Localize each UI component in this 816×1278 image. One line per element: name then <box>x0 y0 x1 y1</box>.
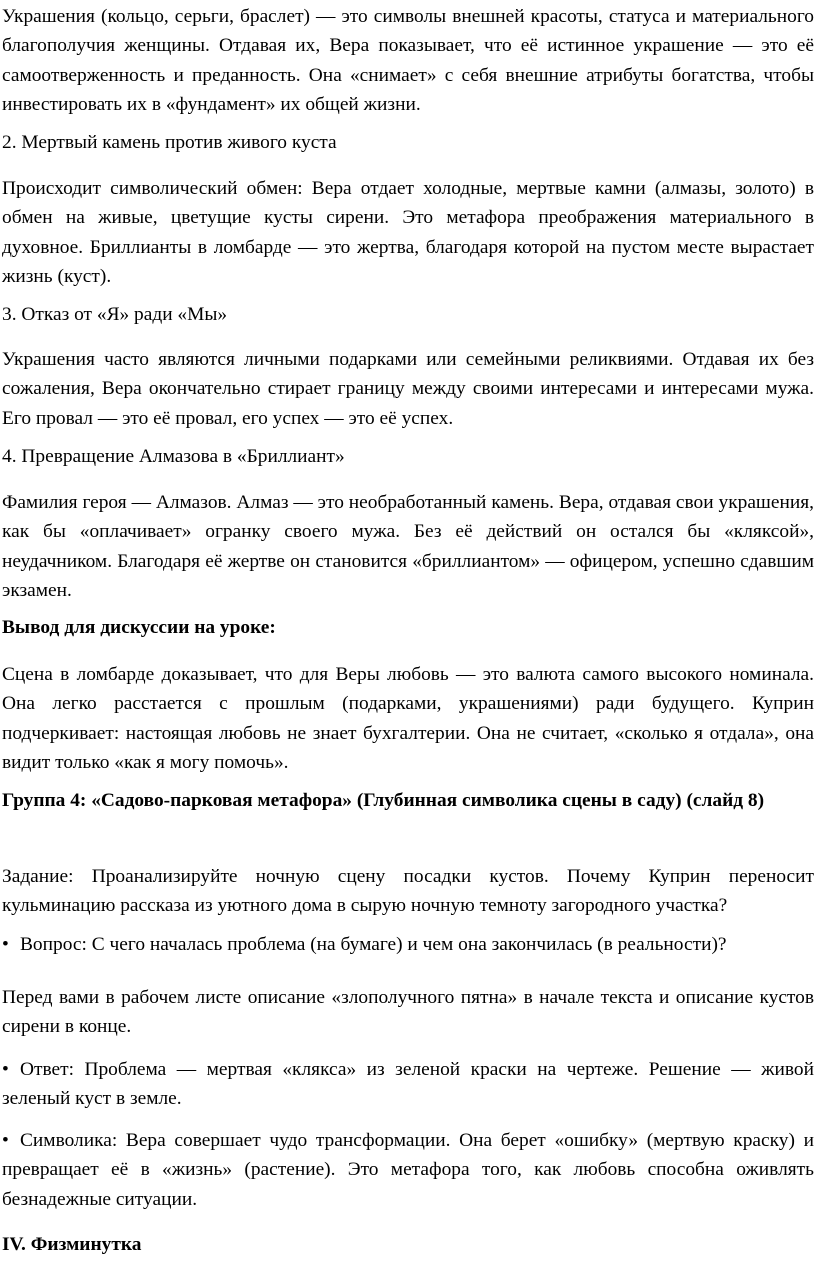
paragraph-symbolic-exchange: Происходит символический обмен: Вера отдает холодные, мертвые камни (алмазы, золото) в обмен на живые, цветущие кусты сирени. Это метафора преображения материального в духовное. Бриллианты в ломбарде — это жертва, благодаря которой на пустом месте вырастает жизнь (куст). <box>2 178 814 288</box>
paragraph-worksheet: Перед вами в рабочем листе описание «злополучного пятна» в начале текста и описание кустов сирени в конце. <box>2 987 814 1038</box>
bullet-marker: • <box>2 934 9 955</box>
paragraph-pawnshop-scene: Сцена в ломбарде доказывает, что для Веры любовь — это валюта самого высокого номинала. Она легко расстается с прошлым (подарками, украшениями) ради будущего. Куприн подчеркивает: настоящая любовь не знает бухгалтерии. Она не считает, «сколько я отдала», она видит только «как я могу помочь». <box>2 664 814 774</box>
bullet-marker: • <box>2 1130 9 1151</box>
paragraph-hero-surname: Фамилия героя — Алмазов. Алмаз — это необработанный камень. Вера, отдавая свои украшения, как бы «оплачивает» огранку своего мужа. Без её действий он остался бы «кляксой», неудачником. Благодаря её жертве он становится «бриллиантом» — офицером, успешно сдавшим экзамен. <box>2 492 814 602</box>
heading-section-iv: IV. Физминутка <box>2 1234 142 1255</box>
heading-group-4: Группа 4: «Садово-парковая метафора» (Глубинная символика сцены в саду) (слайд 8) <box>2 790 765 811</box>
heading-almazov-transformation: 4. Превращение Алмазова в «Бриллиант» <box>2 446 345 467</box>
bullet-text: Символика: Вера совершает чудо трансформации. Она берет «ошибку» (мертвую краску) и превращает её в «жизнь» (растение). Это метафора того, как любовь способна оживлять безнадежные ситуации. <box>2 1130 814 1210</box>
paragraph-personal-gifts: Украшения часто являются личными подарками или семейными реликвиями. Отдавая их без сожаления, Вера окончательно стирает границу между своими интересами и интересами мужа. Его провал — это её провал, его успех — это её успех. <box>2 349 814 429</box>
bullet-text: Ответ: Проблема — мертвая «клякса» из зеленой краски на чертеже. Решение — живой зеленый куст в земле. <box>2 1059 814 1110</box>
bullet-question <box>2 930 814 959</box>
bullet-text: Вопрос: С чего началась проблема (на бумаге) и чем она закончилась (в реальности)? <box>20 934 727 955</box>
heading-conclusion: Вывод для дискуссии на уроке: <box>2 617 276 638</box>
paragraph-task: Задание: Проанализируйте ночную сцену посадки кустов. Почему Куприн переносит кульминацию рассказа из уютного дома в сырую ночную темноту загородного участка? <box>2 866 814 917</box>
heading-refusal-of-i: 3. Отказ от «Я» ради «Мы» <box>2 304 228 325</box>
bullet-answer <box>2 1055 814 1114</box>
bullet-symbolism <box>2 1126 814 1214</box>
bullet-marker: • <box>2 1059 9 1080</box>
paragraph-jewelry-symbolism: Украшения (кольцо, серьги, браслет) — это символы внешней красоты, статуса и материального благополучия женщины. Отдавая их, Вера показывает, что её истинное украшение — это её самоотверженность и преданность. Она «снимает» с себя внешние атрибуты богатства, чтобы инвестировать их в «фундамент» их общей жизни. <box>2 6 814 116</box>
heading-dead-stone-vs-living-bush: 2. Мертвый камень против живого куста <box>2 132 337 153</box>
